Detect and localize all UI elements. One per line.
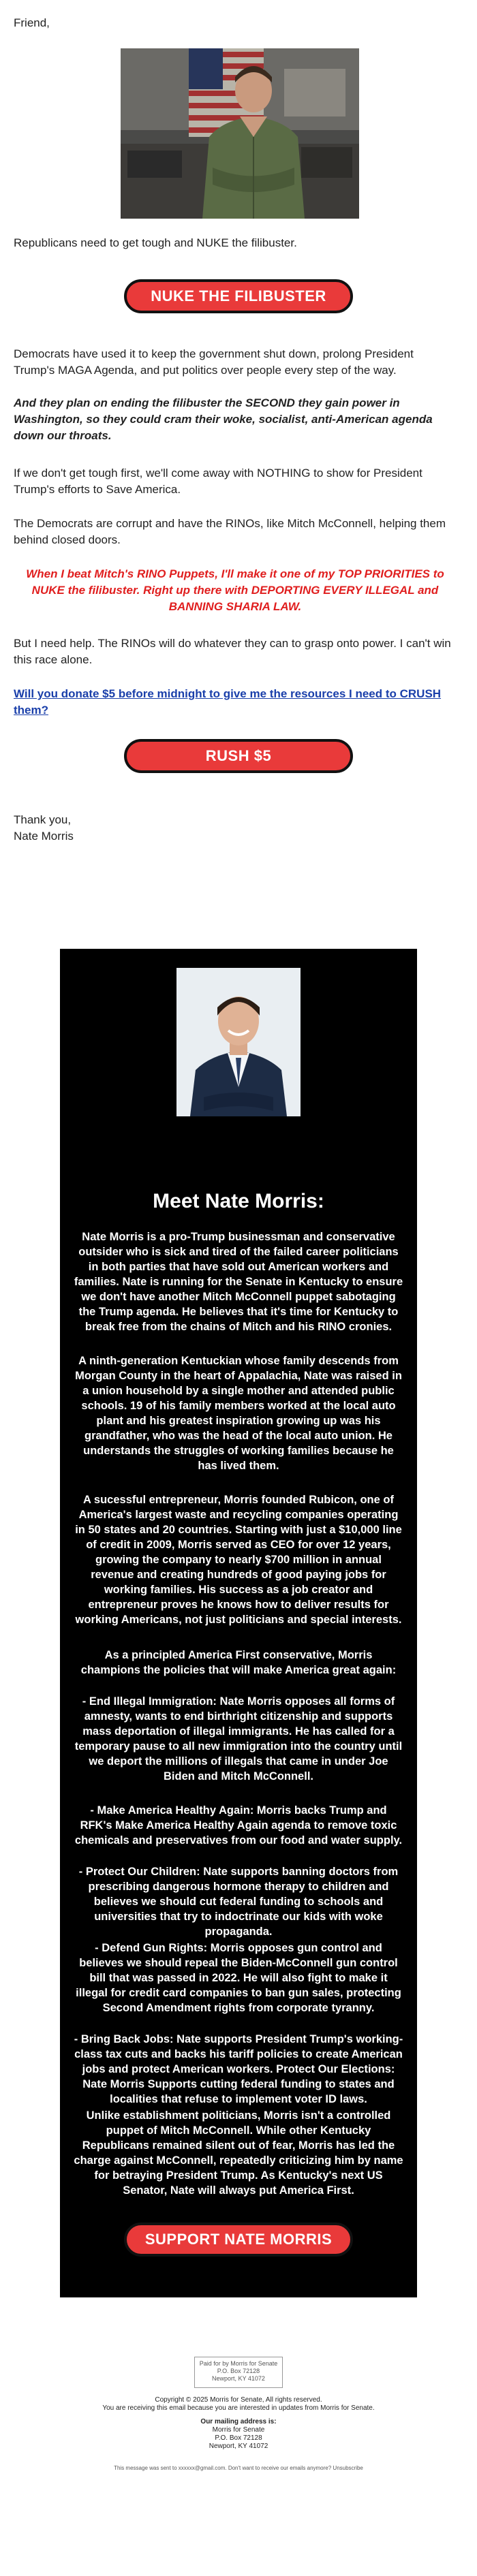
mailing-label: Our mailing address is:: [200, 2418, 277, 2425]
nuke-filibuster-label: NUKE THE FILIBUSTER: [151, 287, 326, 304]
bio-paragraph-6: - Make America Healthy Again: Morris backs Trump and RFK's Make America Healthy Again agenda to remove toxic chemicals and preservatives from our food and water supply.: [74, 1804, 403, 1847]
closing: Thank you,: [14, 813, 72, 826]
bio-paragraph-4: As a principled America First conservative, Morris champions the policies that will make America great again:: [80, 1649, 397, 1676]
sent-to-text: This message was sent to xxxxxx@gmail.com. Don't want to receive our emails anymore? Unsubscribe: [114, 2465, 363, 2471]
paid-line-2: P.O. Box 72128: [217, 2368, 260, 2374]
paragraph-3: If we don't get tough first, we'll come away with NOTHING to show for President Trump's efforts to Save America.: [14, 467, 422, 496]
bio-section: [60, 949, 417, 2297]
rush-5-label: RUSH $5: [205, 747, 272, 764]
bio-heading: Meet Nate Morris:: [153, 1190, 324, 1212]
rush-5-button[interactable]: [124, 739, 353, 773]
bio-paragraph-9: - Bring Back Jobs: Nate supports President Trump's working-class tax cuts and backs his tariff policies to create American jobs and protect American workers. Protect Our Elections: Nate Morris Supports cutting federal funding to states and localities that refuse to implement voter ID laws.: [74, 2033, 403, 2105]
paragraph-4: The Democrats are corrupt and have the RINOs, like Mitch McConnell, helping them behind closed doors.: [14, 517, 446, 546]
paragraph-6: But I need help. The RINOs will do whatever they can to grasp onto power. I can't win this race alone.: [14, 637, 451, 666]
donate-link[interactable]: Will you donate $5 before midnight to give me the resources I need to CRUSH them?: [14, 687, 442, 717]
paid-line-1: Paid for by Morris for Senate: [199, 2360, 278, 2367]
support-nate-morris-button[interactable]: [124, 2222, 353, 2257]
paid-line-3: Newport, KY 41072: [212, 2375, 265, 2382]
bio-paragraph-7: - Protect Our Children: Nate supports banning doctors from prescribing dangerous hormone therapy to children and believes we should cut federal funding to schools and universities that try to indoctrinate our kids with woke propaganda.: [78, 1866, 399, 1938]
copyright-text: Copyright © 2025 Morris for Senate, All rights reserved.: [155, 2396, 322, 2404]
bio-paragraph-2: A ninth-generation Kentuckian whose family descends from Morgan County in the heart of Appalachia, Nate was raised in a union household by a single mother and attended public schools. 19 of his family members worked at the local auto plant and his greatest inspiration growing up was his grandfather, who was the head of the local auto union. He understands the struggles of working families because he has lived them.: [75, 1355, 402, 1472]
bio-paragraph-10: Unlike establishment politicians, Morris isn't a controlled puppet of Mitch McConnell. While other Kentucky Republicans remained silent out of fear, Morris has led the charge against McConnell, repeatedly criticizing him by name for betraying President Trump. As Kentucky's next US Senator, Nate will always put America First.: [74, 2109, 403, 2197]
mailing-line-3: Newport, KY 41072: [209, 2443, 268, 2450]
mailing-line-1: Morris for Senate: [212, 2426, 265, 2434]
nuke-filibuster-button[interactable]: [124, 279, 353, 313]
bio-paragraph-8: - Defend Gun Rights: Morris opposes gun control and believes we should repeal the Biden-McConnell gun control bill that was passed in 2022. He will also fight to make it illegal for credit card companies to ban gun sales, protecting Second Amendment rights from corporate tyranny.: [76, 1942, 401, 2014]
bio-paragraph-1: Nate Morris is a pro-Trump businessman and conservative outsider who is sick and tired of the failed career politicians in both parties that have sold out American workers and families. Nate is running for the Senate in Kentucky to ensure we don't have another Mitch McConnell puppet sabotaging the Trump agenda. He believes that it's time for Kentucky to break free from the chains of Mitch and his RINO cronies.: [74, 1231, 403, 1333]
candidate-headshot: [176, 968, 301, 1116]
intro-text: Republicans need to get tough and NUKE the filibuster.: [14, 236, 297, 249]
bio-paragraph-3: A sucessful entrepreneur, Morris founded Rubicon, one of America's largest waste and recycling companies operating in 50 states and 20 countries. Starting with just a $10,000 line of credit in 2009, Morris served as CEO for over 12 years, growing the company to nearly $700 million in annual revenue and creating hundreds of good paying jobs for working families. His success as a job creator and entrepreneur proves he knows how to deliver results for working Americans, not just politicians and special interests.: [75, 1494, 402, 1626]
paragraph-2: And they plan on ending the filibuster the SECOND they gain power in Washington, so they could cram their woke, socialist, anti-American agenda down our throats.: [14, 396, 433, 442]
support-nate-morris-label: SUPPORT NATE MORRIS: [144, 2231, 333, 2248]
paid-for-box: [194, 2357, 283, 2388]
signature: Nate Morris: [14, 830, 74, 843]
paragraph-5: When I beat Mitch's RINO Puppets, I'll make it one of my TOP PRIORITIES to NUKE the filibuster. Right up there with DEPORTING EVERY ILLEGAL and BANNING SHARIA LAW.: [26, 567, 444, 613]
receiving-text: You are receiving this email because you are interested in updates from Morris for Senate.: [102, 2404, 375, 2412]
bio-paragraph-5: - End Illegal Immigration: Nate Morris opposes all forms of amnesty, wants to end birthright citizenship and supports mass deportation of illegal immigrants. He has called for a temporary pause to all new immigration into the country until we deport the millions of illegals that came in under Joe Biden and Mitch McConnell.: [74, 1695, 403, 1782]
hero-photo: [121, 48, 359, 219]
paragraph-1: Democrats have used it to keep the government shut down, prolong President Trump's MAGA Agenda, and put politics over people every step of the way.: [14, 347, 414, 377]
mailing-line-2: P.O. Box 72128: [215, 2434, 262, 2442]
greeting: Friend,: [14, 16, 50, 29]
